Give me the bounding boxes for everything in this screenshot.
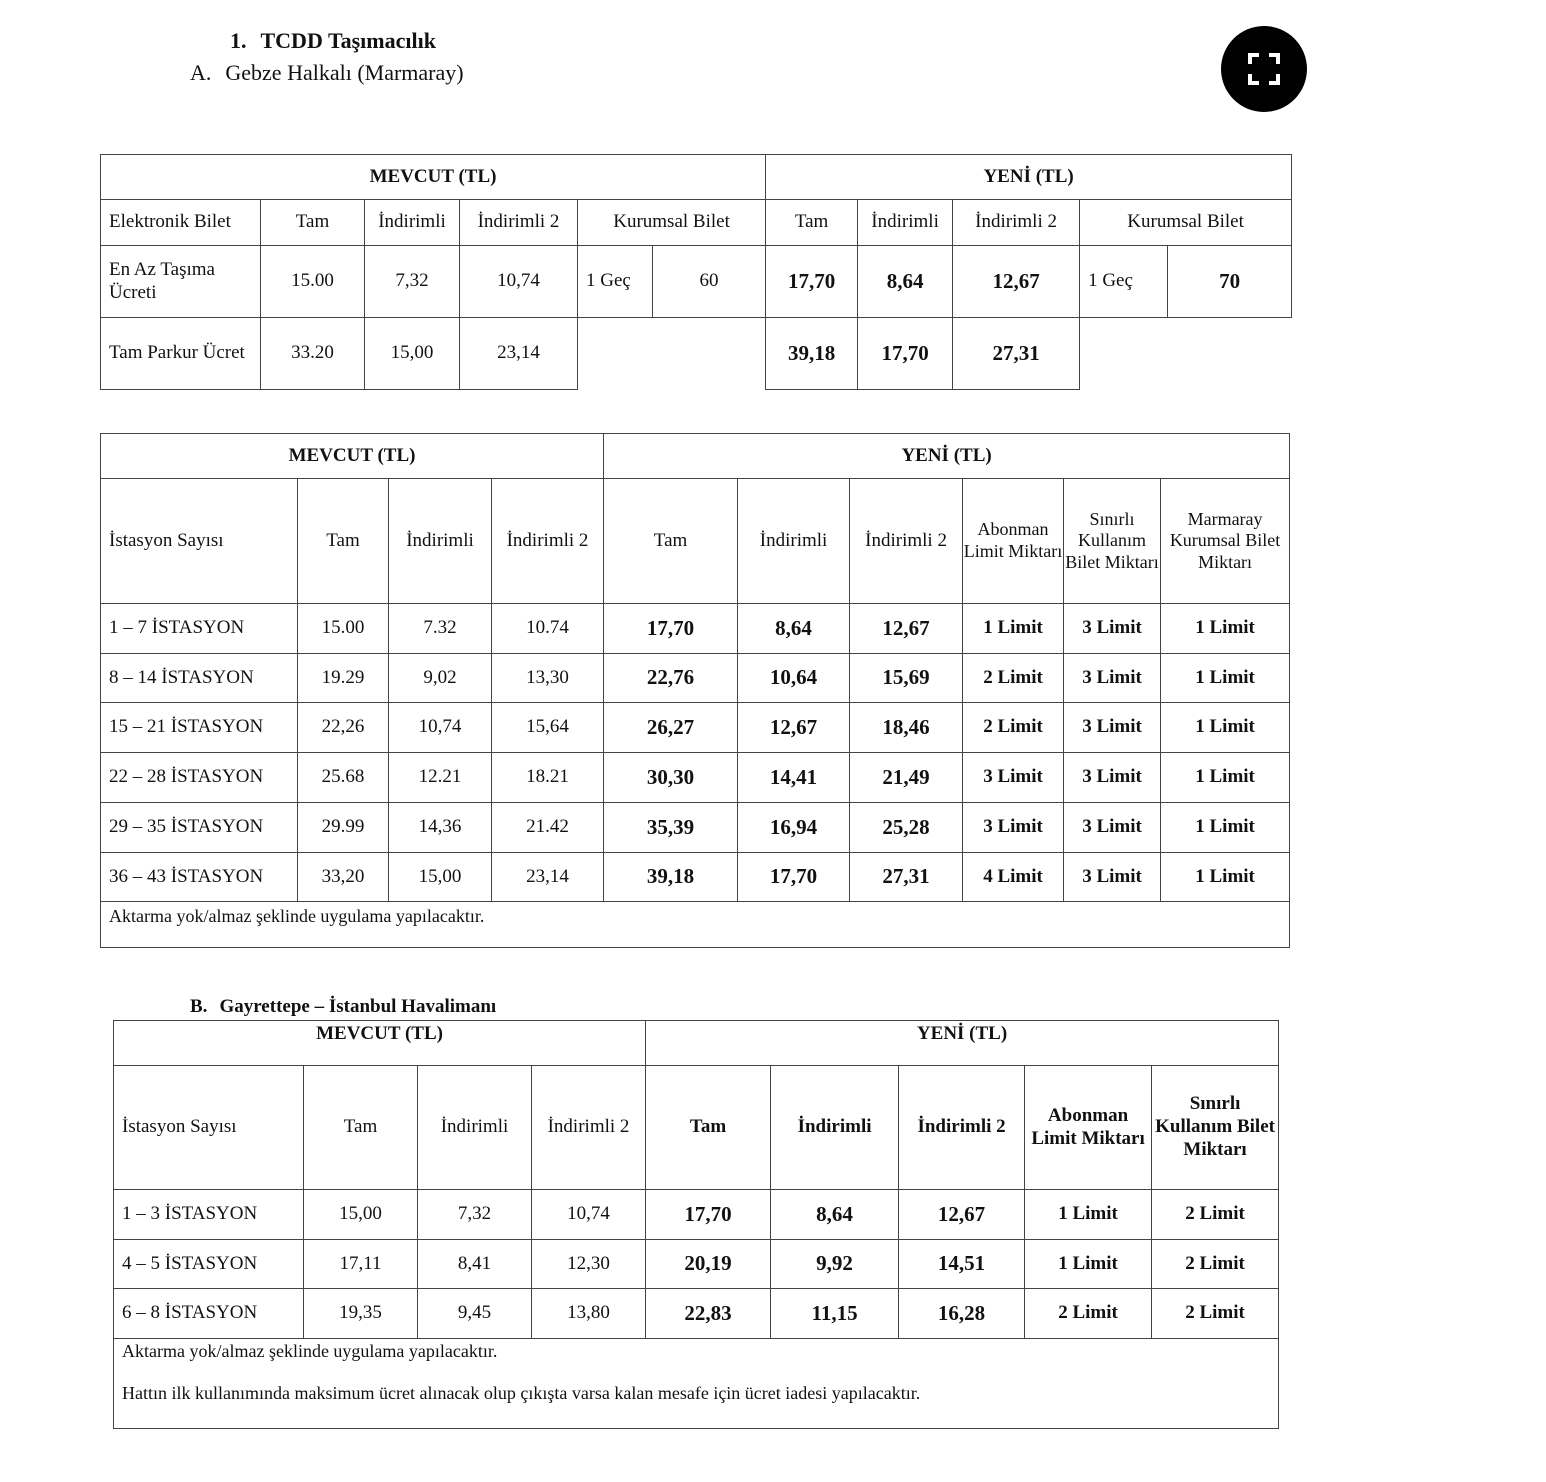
cell-value: 13,80: [532, 1289, 646, 1339]
cell-value: 39,18: [766, 318, 858, 390]
cell-value: 17,70: [738, 853, 850, 902]
yeni-header: YENİ (TL): [646, 1021, 1279, 1066]
subsection-heading-a: [190, 60, 464, 86]
cell-value: 12,67: [850, 604, 963, 654]
cell-value: 70: [1168, 246, 1292, 318]
cell-value: 2 Limit: [1152, 1240, 1279, 1289]
cell-value: 4 Limit: [963, 853, 1064, 902]
empty-cell: [578, 318, 766, 390]
cell-value: 1 Limit: [1025, 1190, 1152, 1240]
col-header-indirimli: İndirimli: [738, 479, 850, 604]
cell-value: 3 Limit: [963, 753, 1064, 803]
col-header-sinirli: Sınırlı Kullanım Bilet Miktarı: [1064, 479, 1161, 604]
col-header-indirimli: İndirimli: [858, 200, 953, 246]
cell-value: 17,70: [766, 246, 858, 318]
yeni-header: YENİ (TL): [604, 434, 1290, 479]
cell-value: 2 Limit: [1025, 1289, 1152, 1339]
section-number: 1.: [230, 28, 247, 53]
cell-value: 20,19: [646, 1240, 771, 1289]
cell-value: 60: [653, 246, 766, 318]
col-header-indirimli2: İndirimli 2: [850, 479, 963, 604]
cell-value: 15,00: [389, 853, 492, 902]
table-row: [101, 703, 1290, 753]
col-header-indirimli2: İndirimli 2: [532, 1066, 646, 1190]
col-header-tam: Tam: [766, 200, 858, 246]
mevcut-header: MEVCUT (TL): [114, 1021, 646, 1066]
col-header-tam: Tam: [261, 200, 365, 246]
fullscreen-button[interactable]: [1221, 26, 1307, 112]
cell-value: 16,94: [738, 803, 850, 853]
row-label: 8 – 14 İSTASYON: [101, 654, 298, 703]
expand-icon: [1248, 53, 1280, 85]
cell-value: 1 Limit: [1161, 853, 1290, 902]
table-note: Hattın ilk kullanımında maksimum ücret alınacak olup çıkışta varsa kalan mesafe için ücret iadesi yapılacaktır.: [122, 1382, 921, 1403]
cell-value: 10,74: [460, 246, 578, 318]
cell-value: 12,67: [899, 1190, 1025, 1240]
table-marmaray-summary: [100, 154, 1292, 390]
col-header-tam: Tam: [298, 479, 389, 604]
cell-value: 30,30: [604, 753, 738, 803]
col-header-indirimli: İndirimli: [418, 1066, 532, 1190]
cell-value: 2 Limit: [1152, 1289, 1279, 1339]
cell-value: 2 Limit: [1152, 1190, 1279, 1240]
row-label: Tam Parkur Ücret: [101, 318, 261, 390]
table-row: [101, 803, 1290, 853]
cell-value: 3 Limit: [1064, 604, 1161, 654]
col-header-sinirli: Sınırlı Kullanım Bilet Miktarı: [1152, 1066, 1279, 1190]
cell-value: 3 Limit: [1064, 753, 1161, 803]
col-header-kurumsal: Kurumsal Bilet: [578, 200, 766, 246]
table-row: [101, 853, 1290, 902]
cell-value: 7,32: [365, 246, 460, 318]
subsection-heading-b: [190, 996, 496, 1018]
yeni-header: YENİ (TL): [766, 155, 1292, 200]
table-notes: [114, 1339, 1279, 1429]
cell-value: 3 Limit: [963, 803, 1064, 853]
col-header-tam: Tam: [304, 1066, 418, 1190]
cell-value: 17,70: [604, 604, 738, 654]
table-marmaray-stations: [100, 433, 1290, 948]
cell-value: 12.21: [389, 753, 492, 803]
cell-value: 1 Limit: [1161, 753, 1290, 803]
cell-value: 8,64: [771, 1190, 899, 1240]
section-heading-1: [230, 28, 436, 54]
table-row: [101, 753, 1290, 803]
cell-value: 25.68: [298, 753, 389, 803]
col-header-indirimli2: İndirimli 2: [492, 479, 604, 604]
cell-value: 14,41: [738, 753, 850, 803]
cell-value: 7.32: [389, 604, 492, 654]
cell-value: 1 Limit: [1161, 703, 1290, 753]
section-title: TCDD Taşımacılık: [260, 28, 436, 53]
cell-value: 1 Limit: [1161, 803, 1290, 853]
table-note: Aktarma yok/almaz şeklinde uygulama yapılacaktır.: [122, 1341, 498, 1361]
cell-value: 22,76: [604, 654, 738, 703]
subsection-title: Gebze Halkalı (Marmaray): [225, 60, 464, 85]
cell-value: 8,41: [418, 1240, 532, 1289]
row-label: 36 – 43 İSTASYON: [101, 853, 298, 902]
cell-value: 39,18: [604, 853, 738, 902]
cell-value: 23,14: [492, 853, 604, 902]
cell-value: 17,70: [646, 1190, 771, 1240]
subsection-letter: A.: [190, 60, 212, 85]
cell-value: 23,14: [460, 318, 578, 390]
cell-value: 19,35: [304, 1289, 418, 1339]
cell-value: 12,67: [738, 703, 850, 753]
table-row: [101, 246, 1292, 318]
cell-value: 15,64: [492, 703, 604, 753]
cell-value: 11,15: [771, 1289, 899, 1339]
cell-value: 1 Limit: [1161, 604, 1290, 654]
row-label: 4 – 5 İSTASYON: [114, 1240, 304, 1289]
table-row: [101, 654, 1290, 703]
col-header-kurumsal: Kurumsal Bilet: [1080, 200, 1292, 246]
cell-value: 22,26: [298, 703, 389, 753]
cell-value: 25,28: [850, 803, 963, 853]
col-header-indirimli: İndirimli: [389, 479, 492, 604]
cell-value: 2 Limit: [963, 703, 1064, 753]
cell-value: 14,36: [389, 803, 492, 853]
table-row: [101, 604, 1290, 654]
cell-value: 3 Limit: [1064, 703, 1161, 753]
col-header-indirimli2: İndirimli 2: [460, 200, 578, 246]
col-header-istasyon: İstasyon Sayısı: [114, 1066, 304, 1190]
cell-value: 3 Limit: [1064, 803, 1161, 853]
cell-value: 29.99: [298, 803, 389, 853]
mevcut-header: MEVCUT (TL): [101, 155, 766, 200]
cell-value: 19.29: [298, 654, 389, 703]
col-header-abonman: Abonman Limit Miktarı: [1025, 1066, 1152, 1190]
cell-value: 9,02: [389, 654, 492, 703]
cell-value: 1 Limit: [1161, 654, 1290, 703]
col-header-indirimli: İndirimli: [365, 200, 460, 246]
cell-value: 13,30: [492, 654, 604, 703]
cell-value: 15.00: [298, 604, 389, 654]
cell-value: 7,32: [418, 1190, 532, 1240]
cell-value: 18.21: [492, 753, 604, 803]
cell-value: 17,11: [304, 1240, 418, 1289]
cell-value: 22,83: [646, 1289, 771, 1339]
cell-value: 1 Geç: [1080, 246, 1168, 318]
table-row: [114, 1190, 1279, 1240]
cell-value: 17,70: [858, 318, 953, 390]
cell-value: 21.42: [492, 803, 604, 853]
col-header-indirimli2: İndirimli 2: [899, 1066, 1025, 1190]
table-row: [114, 1240, 1279, 1289]
cell-value: 10,74: [532, 1190, 646, 1240]
cell-value: 1 Geç: [578, 246, 653, 318]
cell-value: 8,64: [738, 604, 850, 654]
cell-value: 9,45: [418, 1289, 532, 1339]
row-label: En Az Taşıma Ücreti: [101, 246, 261, 318]
cell-value: 27,31: [953, 318, 1080, 390]
cell-value: 10.74: [492, 604, 604, 654]
col-header-tam: Tam: [646, 1066, 771, 1190]
cell-value: 12,67: [953, 246, 1080, 318]
cell-value: 27,31: [850, 853, 963, 902]
cell-value: 33,20: [298, 853, 389, 902]
cell-value: 21,49: [850, 753, 963, 803]
cell-value: 10,74: [389, 703, 492, 753]
col-header-tam: Tam: [604, 479, 738, 604]
subsection-title: Gayrettepe – İstanbul Havalimanı: [219, 996, 497, 1017]
cell-value: 15,00: [304, 1190, 418, 1240]
col-header-abonman: Abonman Limit Miktarı: [963, 479, 1064, 604]
mevcut-header: MEVCUT (TL): [101, 434, 604, 479]
col-header-indirimli2: İndirimli 2: [953, 200, 1080, 246]
col-header-elektronik: Elektronik Bilet: [101, 200, 261, 246]
col-header-indirimli: İndirimli: [771, 1066, 899, 1190]
cell-value: 33.20: [261, 318, 365, 390]
cell-value: 3 Limit: [1064, 853, 1161, 902]
col-header-istasyon: İstasyon Sayısı: [101, 479, 298, 604]
col-header-marmaray-kurumsal: Marmaray Kurumsal Bilet Miktarı: [1161, 479, 1290, 604]
cell-value: 2 Limit: [963, 654, 1064, 703]
row-label: 29 – 35 İSTASYON: [101, 803, 298, 853]
row-label: 22 – 28 İSTASYON: [101, 753, 298, 803]
cell-value: 35,39: [604, 803, 738, 853]
cell-value: 10,64: [738, 654, 850, 703]
row-label: 15 – 21 İSTASYON: [101, 703, 298, 753]
cell-value: 26,27: [604, 703, 738, 753]
row-label: 1 – 7 İSTASYON: [101, 604, 298, 654]
table-gayrettepe-stations: [113, 1020, 1279, 1429]
cell-value: 14,51: [899, 1240, 1025, 1289]
cell-value: 8,64: [858, 246, 953, 318]
subsection-letter: B.: [190, 996, 208, 1017]
cell-value: 15,00: [365, 318, 460, 390]
empty-cell: [1080, 318, 1292, 390]
cell-value: 1 Limit: [963, 604, 1064, 654]
row-label: 1 – 3 İSTASYON: [114, 1190, 304, 1240]
table-note: Aktarma yok/almaz şeklinde uygulama yapılacaktır.: [101, 902, 1290, 948]
row-label: 6 – 8 İSTASYON: [114, 1289, 304, 1339]
cell-value: 9,92: [771, 1240, 899, 1289]
cell-value: 16,28: [899, 1289, 1025, 1339]
cell-value: 3 Limit: [1064, 654, 1161, 703]
cell-value: 12,30: [532, 1240, 646, 1289]
table-row: [101, 318, 1292, 390]
table-row: [114, 1289, 1279, 1339]
cell-value: 15,69: [850, 654, 963, 703]
cell-value: 18,46: [850, 703, 963, 753]
cell-value: 15.00: [261, 246, 365, 318]
cell-value: 1 Limit: [1025, 1240, 1152, 1289]
